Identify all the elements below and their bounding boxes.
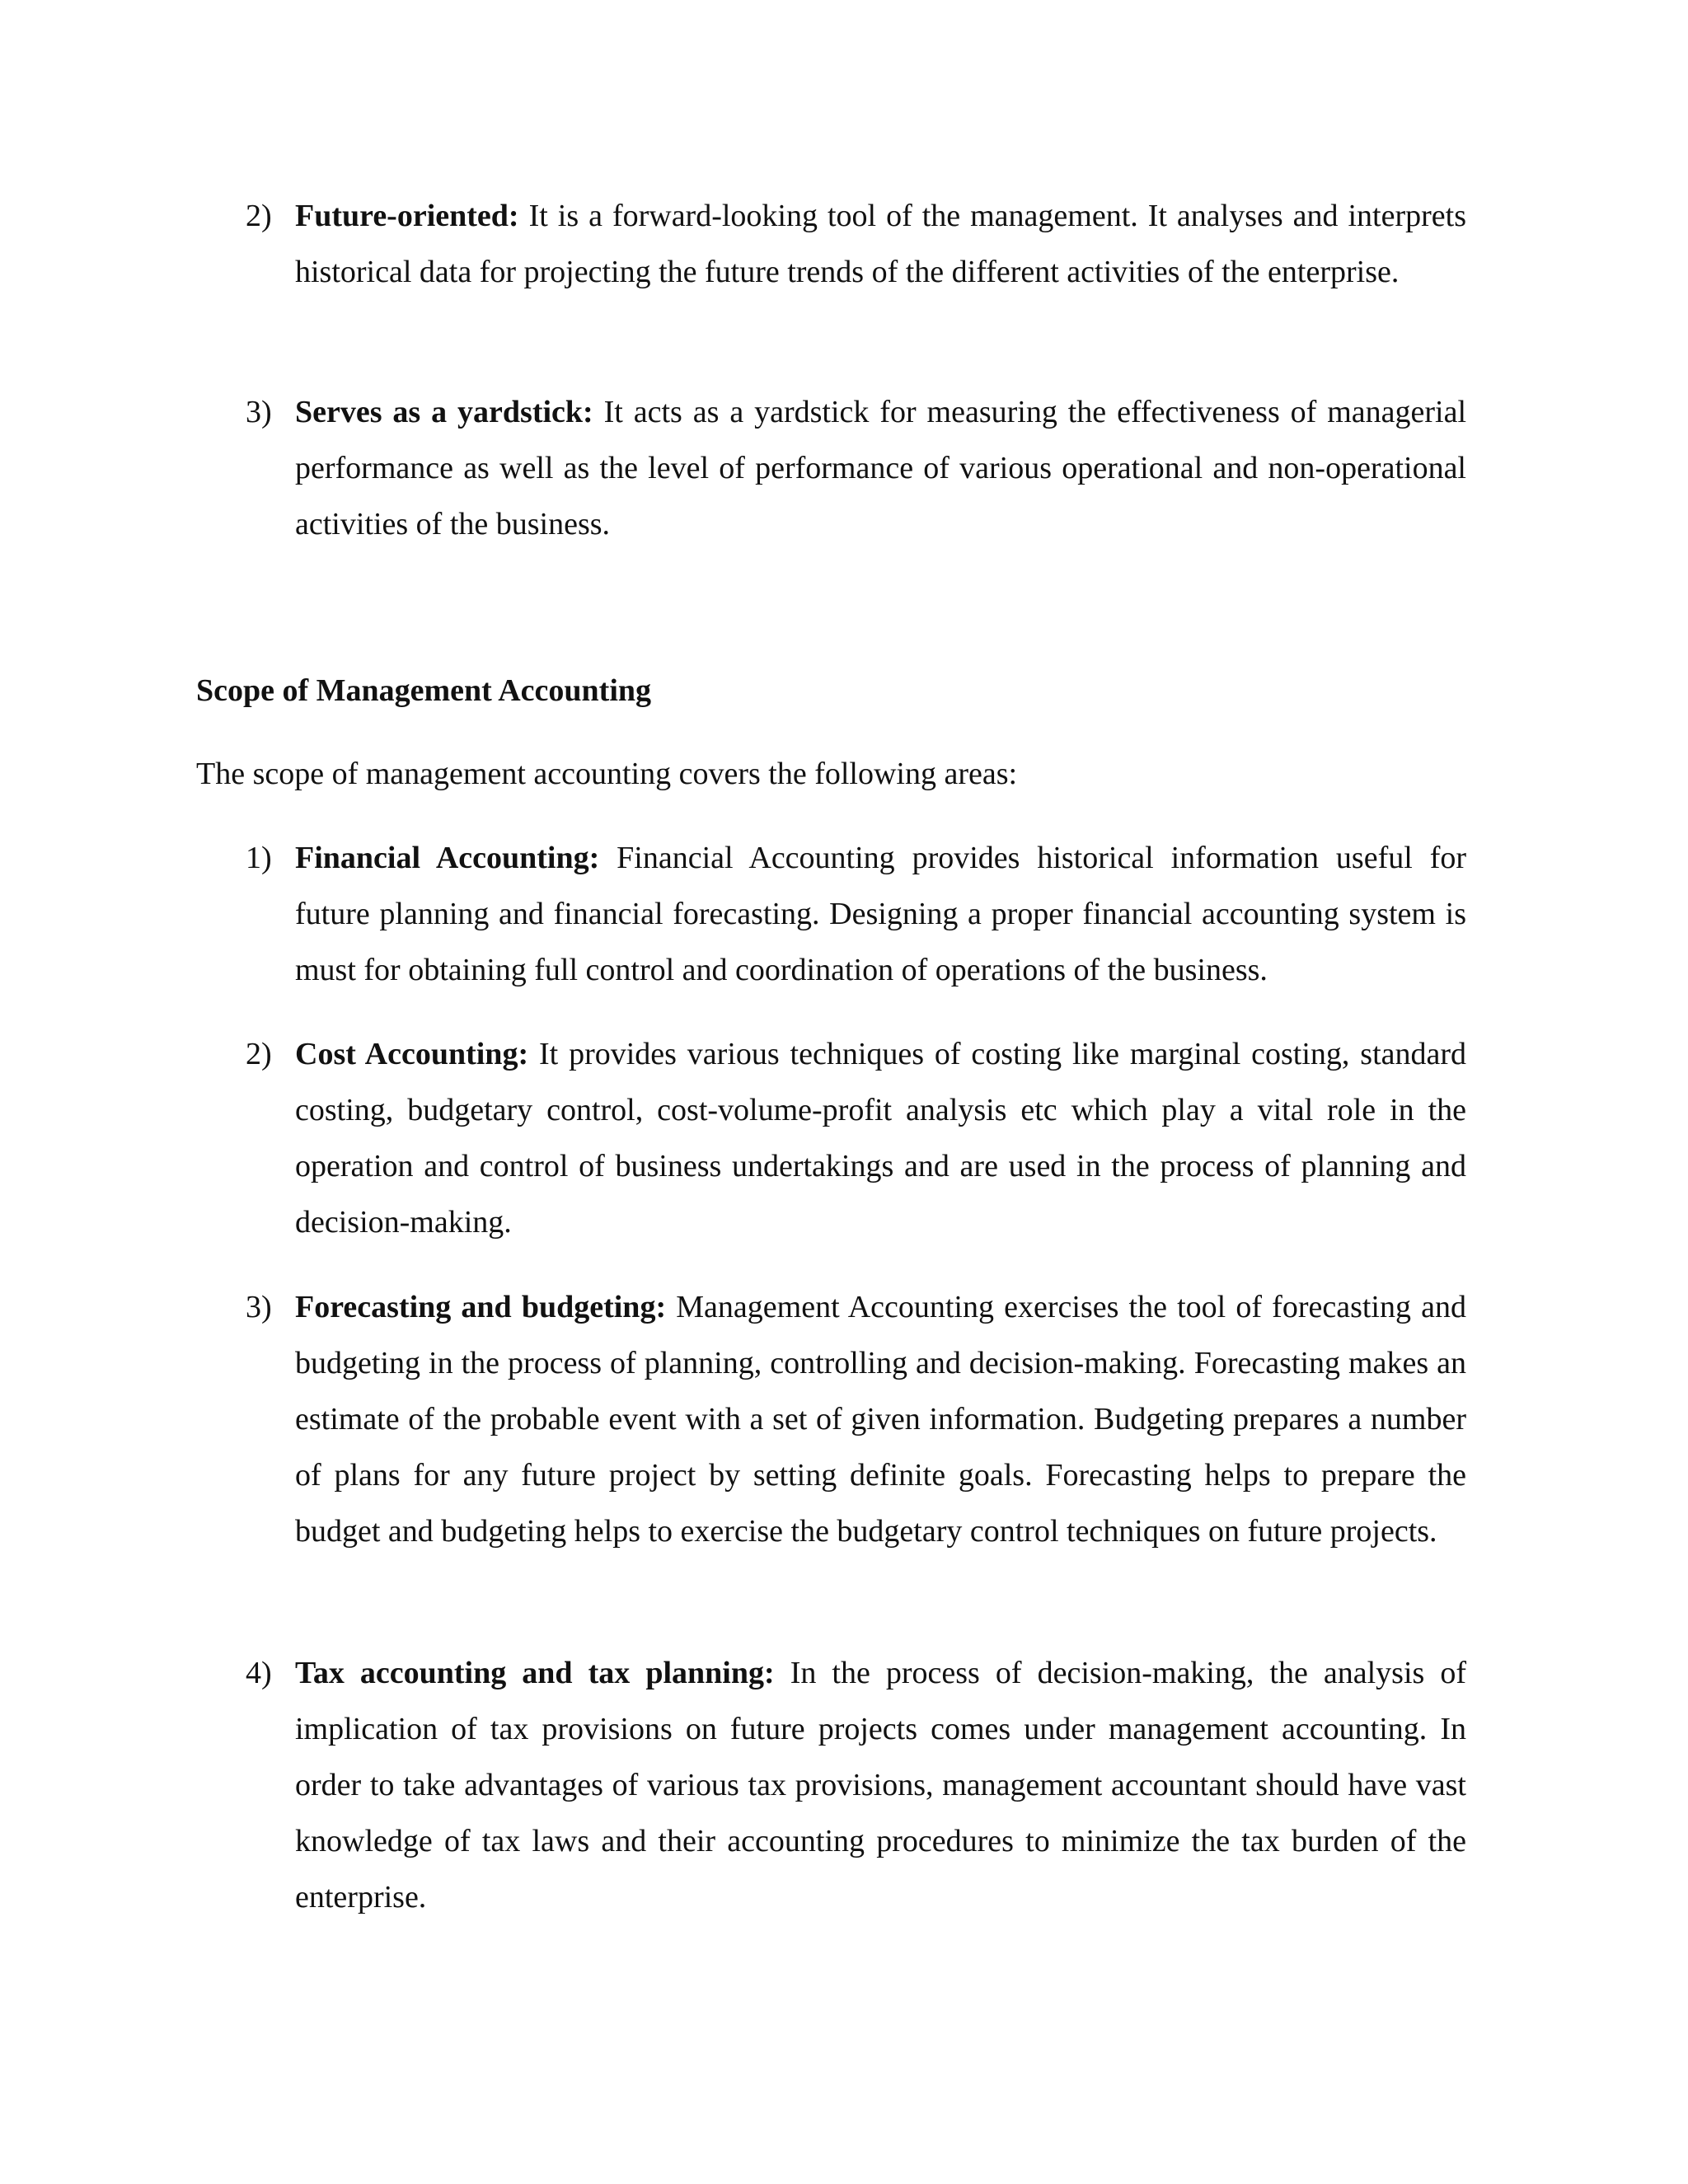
list-item-text: Financial Accounting provides historical information useful for future planning and financial forecasting. Designing a proper financial accounting system is must for obtaining full control and coordination of operations of the business. bbox=[295, 841, 1467, 987]
list-item-forecasting-and-budgeting bbox=[246, 1279, 1466, 1559]
list-item-text: It acts as a yardstick for measuring the effectiveness of managerial performance as well as the level of performance of various operational and non-operational activities of the business. bbox=[295, 395, 1467, 541]
list-number: 3) bbox=[246, 1290, 272, 1324]
list-item-body bbox=[295, 1279, 1466, 1559]
list-item-text: It is a forward-looking tool of the management. It analyses and interprets historical data for projecting the future trends of the different activities of the enterprise. bbox=[295, 199, 1466, 289]
list-item-term: Financial Accounting: bbox=[295, 841, 600, 875]
list-number: 2) bbox=[246, 199, 272, 233]
list-item-financial-accounting bbox=[246, 830, 1466, 998]
section-intro: The scope of management accounting covers the following areas: bbox=[196, 757, 1018, 791]
list-item-term: Future-oriented: bbox=[295, 199, 519, 233]
list-number: 2) bbox=[246, 1037, 272, 1071]
list-item-text: Management Accounting exercises the tool of forecasting and budgeting in the process of planning, controlling and decision-making. Forecasting makes an estimate of the probable event with a set of given information. Budgeting prepares a number of plans for any future project by setting definite goals. Forecasting helps to prepare the budget and budgeting helps to exercise the budgetary control techniques on future projects. bbox=[295, 1290, 1467, 1549]
list-item-text: In the process of decision-making, the analysis of implication of tax provisions on future projects comes under management accounting. In order to take advantages of various tax provisions, management accountant should have vast knowledge of tax laws and their accounting procedures to minimize the tax burden of the enterprise. bbox=[295, 1656, 1467, 1915]
section-heading: Scope of Management Accounting bbox=[196, 673, 652, 708]
list-item-text: It provides various techniques of costing like marginal costing, standard costing, budgetary control, cost-volume-profit analysis etc which play a vital role in the operation and control of business undertakings and are used in the process of planning and decision-making. bbox=[295, 1037, 1467, 1240]
list-item-tax-accounting bbox=[246, 1645, 1466, 1925]
list-item-term: Cost Accounting: bbox=[295, 1037, 529, 1071]
list-item-term: Tax accounting and tax planning: bbox=[295, 1656, 775, 1690]
list-item-body bbox=[295, 384, 1466, 552]
list-item-cost-accounting bbox=[246, 1026, 1466, 1250]
list-item-body bbox=[295, 830, 1466, 998]
list-number: 4) bbox=[246, 1656, 272, 1690]
list-item-term: Serves as a yardstick: bbox=[295, 395, 593, 429]
list-number: 3) bbox=[246, 395, 272, 429]
list-number: 1) bbox=[246, 841, 272, 875]
list-item-serves-as-yardstick bbox=[246, 384, 1466, 552]
list-item-body bbox=[295, 1026, 1466, 1250]
list-item-body bbox=[295, 188, 1466, 300]
list-item-future-oriented bbox=[246, 188, 1466, 300]
list-item-body bbox=[295, 1645, 1466, 1925]
list-item-term: Forecasting and budgeting: bbox=[295, 1290, 667, 1324]
